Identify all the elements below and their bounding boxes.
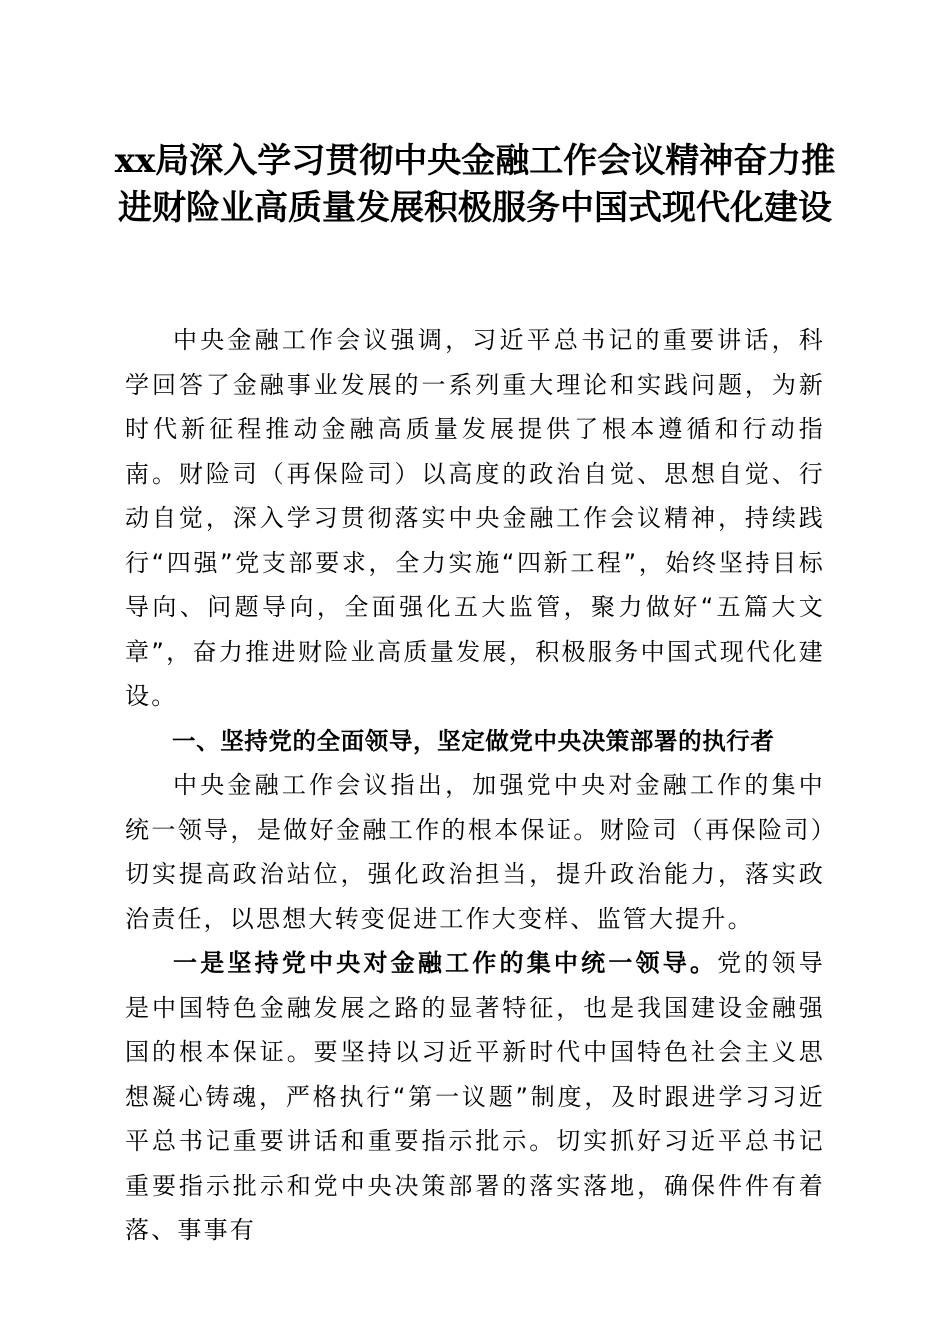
document-body: [125, 318, 825, 1253]
point-1-paragraph: [125, 941, 825, 1253]
intro-paragraph: 中央金融工作会议强调，习近平总书记的重要讲话，科学回答了金融事业发展的一系列重大理论和实践问题，为新时代新征程推动金融高质量发展提供了根本遵循和行动指南。财险司（再保险司）以高度的政治自觉、思想自觉、行动自觉，深入学习贯彻落实中央金融工作会议精神，持续践行“四强”党支部要求，全力实施“四新工程”，始终坚持目标导向、问题导向，全面强化五大监管，聚力做好“五篇大文章”，奋力推进财险业高质量发展，积极服务中国式现代化建设。: [125, 326, 825, 710]
point-1-lead: 一是坚持党中央对金融工作的集中统一领导。: [173, 949, 718, 977]
point-1-text: 党的领导是中国特色金融发展之路的显著特征，也是我国建设金融强国的根本保证。要坚持以习近平新时代中国特色社会主义思想凝心铸魂，严格执行“第一议题”制度，及时跟进学习习近平总书记重要讲话和重要指示批示。切实抓好习近平总书记重要指示批示和党中央决策部署的落实落地，确保件件有着落、事事有: [125, 949, 825, 1244]
section-heading-1: 一、坚持党的全面领导，坚定做党中央决策部署的执行者: [172, 726, 775, 755]
document-title: xx局深入学习贯彻中央金融工作会议精神奋力推进财险业高质量发展积极服务中国式现代化建设: [114, 141, 836, 228]
section-1-paragraph: 中央金融工作会议指出，加强党中央对金融工作的集中统一领导，是做好金融工作的根本保证。财险司（再保险司）切实提高政治站位，强化政治担当，提升政治能力，落实政治责任，以思想大转变促进工作大变样、监管大提升。: [125, 771, 825, 933]
